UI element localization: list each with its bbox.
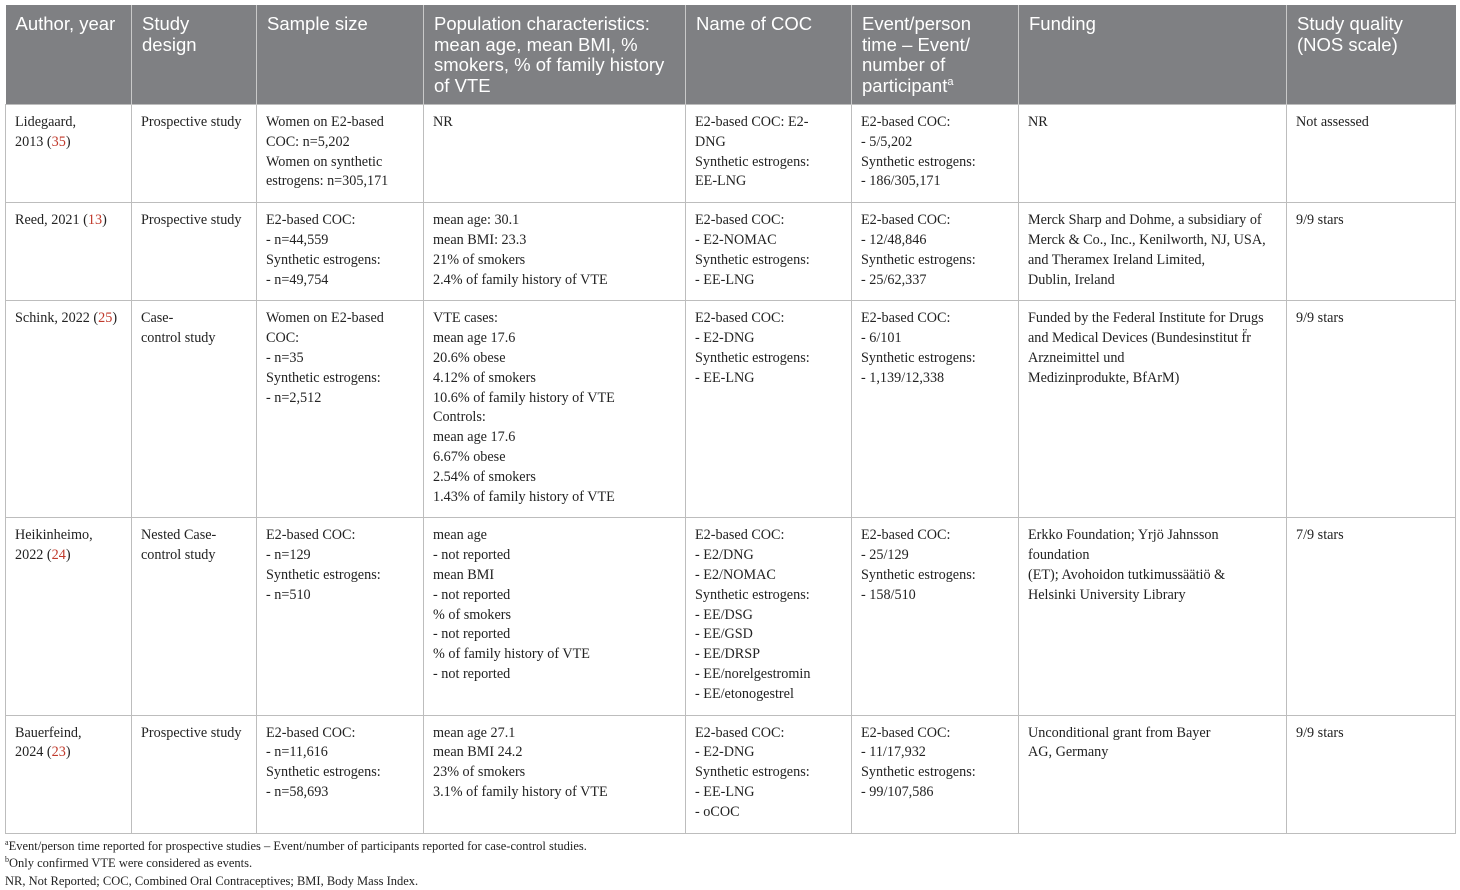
funding-line: Medizinprodukte, BfArM) [1028, 369, 1280, 389]
design-line: Case- [141, 309, 250, 329]
event-line: - 25/129 [861, 546, 1012, 566]
coc-line: - E2-DNG [695, 329, 845, 349]
reference-close-paren: ) [112, 310, 117, 326]
reference-link[interactable]: 25 [98, 310, 112, 326]
header-coc-name: Name of COC [686, 5, 852, 105]
author-line [15, 309, 125, 329]
cell-events [852, 105, 1019, 203]
funding-line: Funded by the Federal Institute for Drugs [1028, 309, 1280, 329]
cell-events [852, 203, 1019, 301]
sample-line: - n=510 [266, 586, 417, 606]
footnote [5, 873, 1455, 890]
population-line: - not reported [433, 625, 679, 645]
author-year-line [15, 743, 125, 763]
population-line: 2.4% of family history of VTE [433, 271, 679, 291]
author-name: Heikinheimo, [15, 526, 125, 546]
header-population: Population characteristics: mean age, mean BMI, % smokers, % of family history of VTE [424, 5, 686, 105]
coc-line: E2-based COC: [695, 526, 845, 546]
reference-link[interactable]: 24 [52, 547, 66, 563]
quality-value: 9/9 stars [1296, 309, 1449, 329]
population-line: mean age: 30.1 [433, 211, 679, 231]
publication-year: 2024 ( [15, 744, 52, 760]
coc-line: DNG [695, 133, 845, 153]
cell-study-quality [1287, 301, 1456, 518]
sample-line: - n=2,512 [266, 389, 417, 409]
sample-line: - n=58,693 [266, 783, 417, 803]
cell-study-design [132, 203, 257, 301]
cell-population [424, 301, 686, 518]
author-year-line [15, 133, 125, 153]
reference-close-paren: ) [66, 134, 71, 150]
funding-line: Helsinki University Library [1028, 586, 1280, 606]
coc-line: Synthetic estrogens: [695, 586, 845, 606]
reference-link[interactable]: 13 [88, 212, 102, 228]
sample-line: COC: [266, 329, 417, 349]
funding-line: and Theramex Ireland Limited, [1028, 251, 1280, 271]
design-line: Prospective study [141, 113, 250, 133]
population-line: mean BMI 24.2 [433, 743, 679, 763]
cell-funding [1019, 105, 1287, 203]
funding-line: (ET); Avohoidon tutkimussäätiö & [1028, 566, 1280, 586]
cell-coc-name [686, 715, 852, 833]
funding-line: and Medical Devices (Bundesinstitut f̈r [1028, 329, 1280, 349]
event-line: E2-based COC: [861, 113, 1012, 133]
population-line: VTE cases: [433, 309, 679, 329]
coc-line: - EE-LNG [695, 369, 845, 389]
cell-coc-name [686, 301, 852, 518]
cell-study-quality [1287, 518, 1456, 715]
cell-funding [1019, 203, 1287, 301]
author-name: Bauerfeind, [15, 724, 125, 744]
event-line: - 12/48,846 [861, 231, 1012, 251]
event-line: - 99/107,586 [861, 783, 1012, 803]
sample-line: Synthetic estrogens: [266, 251, 417, 271]
header-study-quality: Study quality (NOS scale) [1287, 5, 1456, 105]
table-row [6, 518, 1456, 715]
header-study-design: Study design [132, 5, 257, 105]
event-line: Synthetic estrogens: [861, 566, 1012, 586]
population-line: NR [433, 113, 679, 133]
event-line: - 5/5,202 [861, 133, 1012, 153]
footnote-text: Only confirmed VTE were considered as events. [9, 856, 252, 870]
header-event-footnote-mark: a [947, 75, 953, 87]
sample-line: - n=129 [266, 546, 417, 566]
population-line: 23% of smokers [433, 763, 679, 783]
population-line: 10.6% of family history of VTE [433, 389, 679, 409]
header-row [6, 5, 1456, 105]
sample-line: COC: n=5,202 [266, 133, 417, 153]
sample-line: Women on E2-based [266, 113, 417, 133]
sample-line: E2-based COC: [266, 724, 417, 744]
cell-study-quality [1287, 203, 1456, 301]
sample-line: Women on E2-based [266, 309, 417, 329]
coc-line: Synthetic estrogens: [695, 251, 845, 271]
population-line: % of smokers [433, 606, 679, 626]
population-line: mean age 17.6 [433, 428, 679, 448]
coc-line: EE-LNG [695, 172, 845, 192]
coc-line: - oCOC [695, 803, 845, 823]
design-line: Nested Case- [141, 526, 250, 546]
author-name: Lidegaard, [15, 113, 125, 133]
population-line: % of family history of VTE [433, 645, 679, 665]
cell-author-year [6, 301, 132, 518]
header-author-year: Author, year [6, 5, 132, 105]
population-line: 2.54% of smokers [433, 468, 679, 488]
footnotes [5, 838, 1455, 890]
design-line: Prospective study [141, 724, 250, 744]
funding-line: AG, Germany [1028, 743, 1280, 763]
cell-author-year [6, 203, 132, 301]
coc-line: E2-based COC: [695, 309, 845, 329]
cell-sample-size [257, 301, 424, 518]
funding-line: NR [1028, 113, 1280, 133]
event-line: Synthetic estrogens: [861, 349, 1012, 369]
event-line: Synthetic estrogens: [861, 763, 1012, 783]
coc-line: - EE/norelgestromin [695, 665, 845, 685]
cell-population [424, 203, 686, 301]
header-sample-size: Sample size [257, 5, 424, 105]
sample-line: - n=11,616 [266, 743, 417, 763]
cell-author-year [6, 715, 132, 833]
population-line: Controls: [433, 408, 679, 428]
population-line: - not reported [433, 546, 679, 566]
population-line: 3.1% of family history of VTE [433, 783, 679, 803]
cell-study-quality [1287, 105, 1456, 203]
table-row [6, 715, 1456, 833]
sample-line: - n=44,559 [266, 231, 417, 251]
author-name: Schink, 2022 ( [15, 310, 98, 326]
cell-sample-size [257, 715, 424, 833]
sample-line: Synthetic estrogens: [266, 566, 417, 586]
quality-value: 7/9 stars [1296, 526, 1449, 546]
footnote [5, 855, 1455, 873]
reference-link[interactable]: 23 [52, 744, 66, 760]
cell-study-design [132, 715, 257, 833]
event-line: - 11/17,932 [861, 743, 1012, 763]
cell-funding [1019, 715, 1287, 833]
coc-line: - E2/DNG [695, 546, 845, 566]
sample-line: Women on synthetic [266, 153, 417, 173]
coc-line: E2-based COC: [695, 724, 845, 744]
header-event [852, 5, 1019, 105]
funding-line: Erkko Foundation; Yrjö Jahnsson [1028, 526, 1280, 546]
event-line: - 25/62,337 [861, 271, 1012, 291]
reference-close-paren: ) [102, 212, 107, 228]
cell-events [852, 301, 1019, 518]
population-line: mean age 27.1 [433, 724, 679, 744]
population-line: 20.6% obese [433, 349, 679, 369]
cell-funding [1019, 301, 1287, 518]
cell-funding [1019, 518, 1287, 715]
funding-line: Dublin, Ireland [1028, 271, 1280, 291]
table-row [6, 203, 1456, 301]
sample-line: Synthetic estrogens: [266, 763, 417, 783]
population-line: mean age 17.6 [433, 329, 679, 349]
cell-coc-name [686, 203, 852, 301]
author-year-line [15, 546, 125, 566]
design-line: control study [141, 329, 250, 349]
coc-line: Synthetic estrogens: [695, 763, 845, 783]
coc-line: Synthetic estrogens: [695, 349, 845, 369]
coc-line: - EE/DRSP [695, 645, 845, 665]
population-line: - not reported [433, 665, 679, 685]
event-line: E2-based COC: [861, 724, 1012, 744]
event-line: - 186/305,171 [861, 172, 1012, 192]
population-line: 21% of smokers [433, 251, 679, 271]
population-line: 1.43% of family history of VTE [433, 488, 679, 508]
footnote-mark: b [5, 855, 9, 864]
cell-author-year [6, 518, 132, 715]
population-line: 4.12% of smokers [433, 369, 679, 389]
population-line: - not reported [433, 586, 679, 606]
coc-line: - EE/etonogestrel [695, 685, 845, 705]
cell-sample-size [257, 105, 424, 203]
event-line: - 6/101 [861, 329, 1012, 349]
cell-population [424, 105, 686, 203]
population-line: mean BMI [433, 566, 679, 586]
event-line: Synthetic estrogens: [861, 251, 1012, 271]
event-line: - 1,139/12,338 [861, 369, 1012, 389]
header-event-text: Event/person time – Event/ number of participant [862, 13, 971, 96]
coc-line: - EE-LNG [695, 783, 845, 803]
sample-line: E2-based COC: [266, 211, 417, 231]
cell-events [852, 518, 1019, 715]
funding-line: Unconditional grant from Bayer [1028, 724, 1280, 744]
cell-sample-size [257, 518, 424, 715]
table-body [6, 105, 1456, 834]
cell-population [424, 518, 686, 715]
publication-year: 2013 ( [15, 134, 52, 150]
funding-line: foundation [1028, 546, 1280, 566]
coc-line: - E2/NOMAC [695, 566, 845, 586]
cell-author-year [6, 105, 132, 203]
table-row [6, 301, 1456, 518]
table-row [6, 105, 1456, 203]
table-wrapper [5, 5, 1455, 890]
cell-study-design [132, 105, 257, 203]
coc-line: - EE/GSD [695, 625, 845, 645]
design-line: Prospective study [141, 211, 250, 231]
reference-link[interactable]: 35 [52, 134, 66, 150]
author-name: Reed, 2021 ( [15, 212, 88, 228]
population-line: mean BMI: 23.3 [433, 231, 679, 251]
cell-events [852, 715, 1019, 833]
cell-study-design [132, 301, 257, 518]
funding-line: Arzneimittel und [1028, 349, 1280, 369]
coc-line: E2-based COC: [695, 211, 845, 231]
sample-line: E2-based COC: [266, 526, 417, 546]
sample-line: - n=49,754 [266, 271, 417, 291]
cell-population [424, 715, 686, 833]
coc-line: - E2-DNG [695, 743, 845, 763]
quality-value: Not assessed [1296, 113, 1449, 133]
coc-line: - E2-NOMAC [695, 231, 845, 251]
sample-line: Synthetic estrogens: [266, 369, 417, 389]
funding-line: Merck Sharp and Dohme, a subsidiary of [1028, 211, 1280, 231]
population-line: mean age [433, 526, 679, 546]
quality-value: 9/9 stars [1296, 724, 1449, 744]
event-line: Synthetic estrogens: [861, 153, 1012, 173]
population-line: 6.67% obese [433, 448, 679, 468]
sample-line: - n=35 [266, 349, 417, 369]
cell-sample-size [257, 203, 424, 301]
event-line: E2-based COC: [861, 526, 1012, 546]
coc-line: - EE-LNG [695, 271, 845, 291]
author-line [15, 211, 125, 231]
event-line: E2-based COC: [861, 309, 1012, 329]
quality-value: 9/9 stars [1296, 211, 1449, 231]
sample-line: estrogens: n=305,171 [266, 172, 417, 192]
footnote-text: Event/person time reported for prospective studies – Event/number of participants reported for case-control studies. [9, 839, 587, 853]
cell-study-design [132, 518, 257, 715]
cell-study-quality [1287, 715, 1456, 833]
cell-coc-name [686, 518, 852, 715]
publication-year: 2022 ( [15, 547, 52, 563]
footnote-mark: a [5, 837, 9, 846]
coc-line: E2-based COC: E2- [695, 113, 845, 133]
design-line: control study [141, 546, 250, 566]
reference-close-paren: ) [66, 744, 71, 760]
study-characteristics-table [5, 5, 1456, 834]
event-line: - 158/510 [861, 586, 1012, 606]
footnote [5, 838, 1455, 856]
reference-close-paren: ) [66, 547, 71, 563]
coc-line: - EE/DSG [695, 606, 845, 626]
header-funding: Funding [1019, 5, 1287, 105]
event-line: E2-based COC: [861, 211, 1012, 231]
footnote-text: NR, Not Reported; COC, Combined Oral Contraceptives; BMI, Body Mass Index. [5, 874, 418, 888]
coc-line: Synthetic estrogens: [695, 153, 845, 173]
funding-line: Merck & Co., Inc., Kenilworth, NJ, USA, [1028, 231, 1280, 251]
cell-coc-name [686, 105, 852, 203]
